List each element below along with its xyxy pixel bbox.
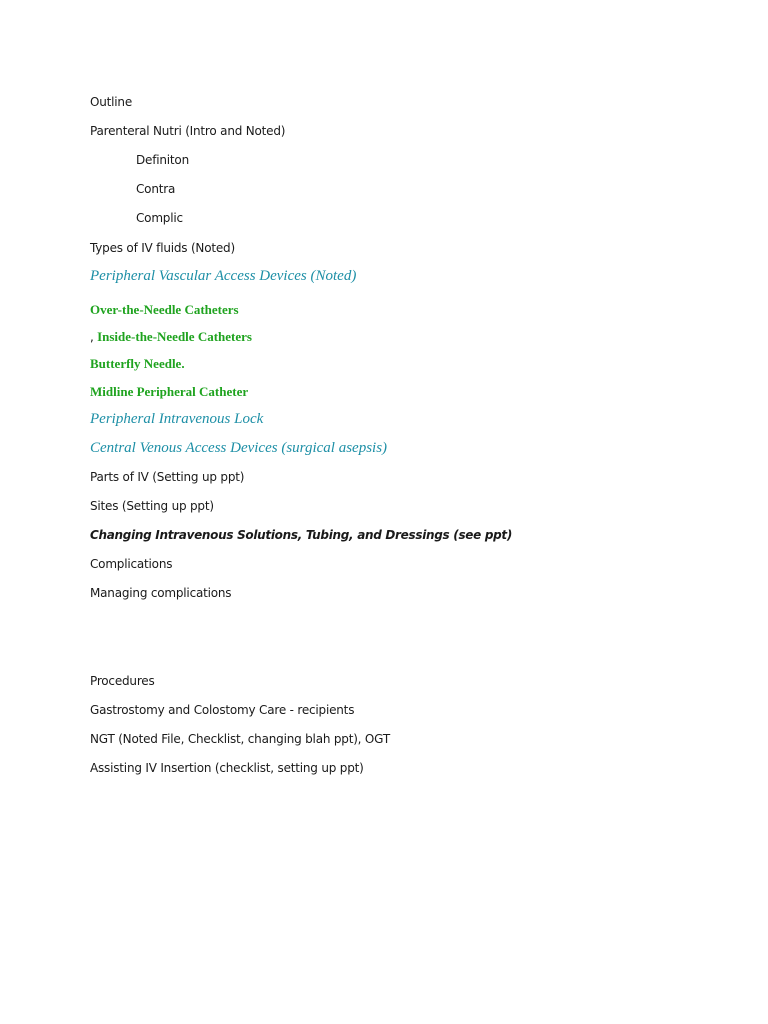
inside-the-needle-item: [90, 329, 252, 345]
parenteral-nutrition-item: Parenteral Nutri (Intro and Noted): [90, 124, 286, 138]
parts-of-iv-item: Parts of IV (Setting up ppt): [90, 470, 245, 484]
cvad-heading: Central Venous Access Devices (surgical asepsis): [90, 440, 388, 456]
over-the-needle-item: Over-the-Needle Catheters: [90, 302, 239, 317]
outline-heading: Outline: [90, 95, 133, 109]
complications-item: Complications: [90, 557, 173, 571]
procedure-item-gastrostomy: Gastrostomy and Colostomy Care - recipients: [90, 703, 355, 717]
procedure-item-iv-insertion: Assisting IV Insertion (checklist, setting up ppt): [90, 761, 364, 775]
iv-fluids-item: Types of IV fluids (Noted): [90, 241, 235, 255]
managing-complications-item: Managing complications: [90, 586, 232, 600]
sub-item-definition: Definiton: [136, 153, 189, 167]
peripheral-lock-heading: Peripheral Intravenous Lock: [90, 411, 264, 427]
sub-item-complic: Complic: [136, 211, 183, 225]
procedure-item-ngt: NGT (Noted File, Checklist, changing blah ppt), OGT: [90, 732, 390, 746]
sub-item-contra: Contra: [136, 182, 176, 196]
midline-catheter-item: Midline Peripheral Catheter: [90, 384, 249, 399]
sites-item: Sites (Setting up ppt): [90, 499, 214, 513]
inside-the-needle-label: Inside-the-Needle Catheters: [97, 329, 252, 344]
comma-prefix: ,: [90, 330, 94, 344]
pvad-heading: Peripheral Vascular Access Devices (Noted): [90, 268, 357, 284]
procedures-heading: Procedures: [90, 674, 155, 688]
butterfly-needle-item: Butterfly Needle.: [90, 356, 185, 371]
changing-solutions-item: Changing Intravenous Solutions, Tubing, and Dressings (see ppt): [90, 528, 513, 542]
